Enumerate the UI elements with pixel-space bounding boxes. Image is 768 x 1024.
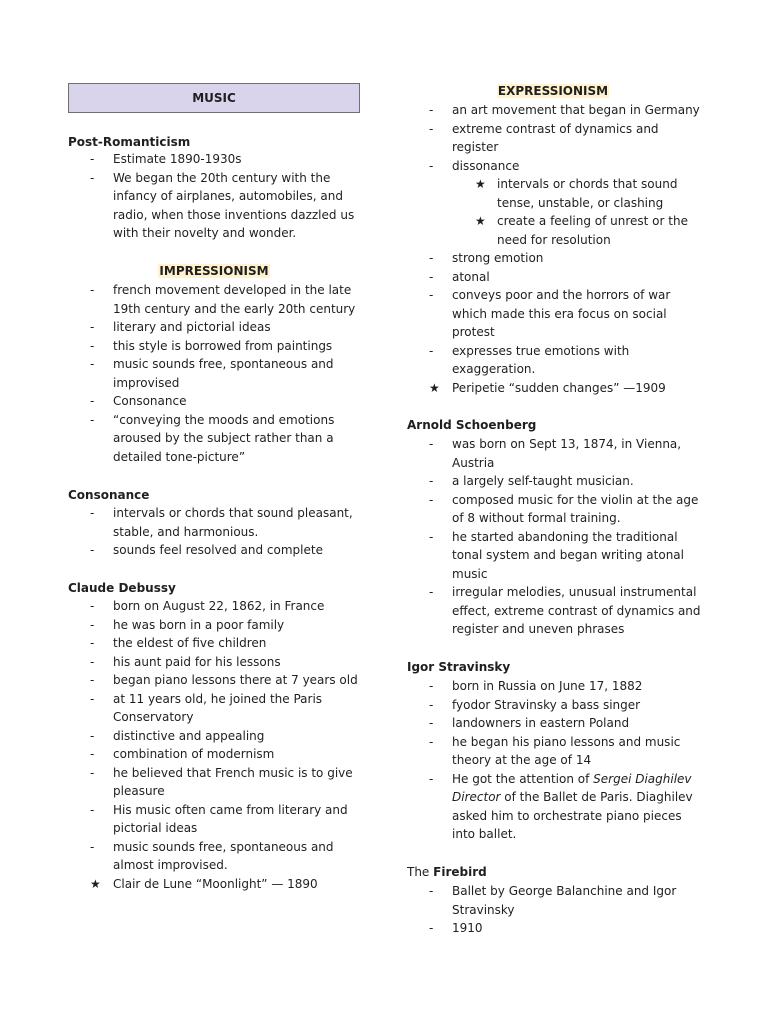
list-item: - french movement developed in the late 19th century and the early 20th century bbox=[90, 283, 356, 316]
list-item: - the eldest of five children bbox=[90, 636, 267, 650]
star-icon: ★ bbox=[475, 214, 486, 228]
stravinsky-heading: Igor Stravinsky bbox=[407, 660, 511, 674]
list-item: - music sounds free, spontaneous and improvised bbox=[90, 357, 334, 390]
stravinsky-list bbox=[407, 677, 707, 844]
list-item: - sounds feel resolved and complete bbox=[90, 543, 323, 557]
debussy-heading: Claude Debussy bbox=[68, 581, 176, 595]
list-item: - composed music for the violin at the age of 8 without formal training. bbox=[429, 492, 699, 525]
list-item: - he began his piano lessons and music theory at the age of 14 bbox=[429, 734, 681, 767]
list-item: - a largely self-taught musician. bbox=[429, 474, 634, 488]
list-item: - was born on Sept 13, 1874, in Vienna, Austria bbox=[429, 437, 682, 470]
list-item: - music sounds free, spontaneous and almost improvised. bbox=[90, 839, 334, 872]
list-item: - began piano lessons there at 7 years old bbox=[90, 673, 358, 687]
firebird-list bbox=[407, 882, 707, 938]
list-item: - Estimate 1890-1930s bbox=[90, 152, 242, 166]
list-item: - literary and pictorial ideas bbox=[90, 320, 271, 334]
star-icon: ★ bbox=[475, 177, 486, 191]
list-item: - intervals or chords that sound pleasant, stable, and harmonious. bbox=[90, 506, 353, 539]
list-item: - an art movement that began in Germany bbox=[429, 103, 700, 117]
post-romanticism-list bbox=[68, 150, 368, 243]
list-item: - irregular melodies, unusual instrumental effect, extreme contrast of dynamics and register and uneven phrases bbox=[429, 585, 701, 636]
list-item: ★ create a feeling of unrest or the need for resolution bbox=[475, 214, 688, 247]
list-item: - born in Russia on June 17, 1882 bbox=[429, 679, 643, 693]
post-romanticism-heading: Post-Romanticism bbox=[68, 135, 191, 149]
list-item: - He got the attention of Sergei Diaghilev Director of the Ballet de Paris. Diaghilev asked him to orchestrate piano pieces into ballet. bbox=[429, 771, 693, 841]
list-item: - he believed that French music is to give pleasure bbox=[90, 765, 353, 798]
expressionism-heading: EXPRESSIONISM bbox=[497, 84, 609, 98]
list-item: - distinctive and appealing bbox=[90, 728, 265, 743]
star-icon: ★ bbox=[90, 876, 101, 891]
list-item: - dissonance bbox=[429, 158, 520, 173]
list-item: - born on August 22, 1862, in France bbox=[90, 599, 325, 613]
list-item: ★ intervals or chords that sound tense, unstable, or clashing bbox=[475, 177, 678, 210]
firebird-heading: The Firebird bbox=[407, 865, 487, 879]
page-title-box: MUSIC bbox=[68, 83, 360, 113]
list-item: - landowners in eastern Poland bbox=[429, 716, 630, 730]
consonance-list bbox=[68, 504, 368, 560]
consonance-heading: Consonance bbox=[68, 488, 150, 502]
schoenberg-list bbox=[407, 435, 707, 639]
list-item: - combination of modernism bbox=[90, 747, 275, 761]
list-item: - His music often came from literary and pictorial ideas bbox=[90, 802, 348, 835]
list-item: - this style is borrowed from paintings bbox=[90, 338, 333, 353]
debussy-list bbox=[68, 597, 368, 893]
schoenberg-heading: Arnold Schoenberg bbox=[407, 418, 537, 432]
list-item: - 1910 bbox=[429, 921, 483, 935]
list-item: - expresses true emotions with exaggeration. bbox=[429, 343, 630, 376]
list-item: - at 11 years old, he joined the Paris Conservatory bbox=[90, 691, 323, 724]
star-icon: ★ bbox=[429, 380, 440, 395]
list-item: - fyodor Stravinsky a bass singer bbox=[429, 697, 641, 712]
list-item: - strong emotion bbox=[429, 251, 544, 265]
list-item: - “conveying the moods and emotions aroused by the subject rather than a detailed tone-picture” bbox=[90, 412, 335, 464]
list-item: - We began the 20th century with the infancy of airplanes, automobiles, and radio, when those inventions dazzled us with their novelty and wonder. bbox=[90, 170, 355, 240]
list-item: - he was born in a poor family bbox=[90, 617, 285, 632]
expressionism-list bbox=[407, 101, 707, 397]
list-item: ★ Clair de Lune “Moonlight” — 1890 bbox=[68, 875, 368, 894]
list-item: ★ Peripetie “sudden changes” —1909 bbox=[407, 379, 707, 398]
list-item: - conveys poor and the horrors of war which made this era focus on social protest bbox=[429, 288, 671, 339]
list-item: - atonal bbox=[429, 269, 490, 284]
impressionism-list bbox=[68, 281, 368, 466]
list-item: - his aunt paid for his lessons bbox=[90, 654, 281, 669]
list-item: - extreme contrast of dynamics and register bbox=[429, 121, 659, 154]
impressionism-heading: IMPRESSIONISM bbox=[159, 264, 269, 278]
list-item: - Consonance bbox=[90, 394, 187, 408]
list-item: - Ballet by George Balanchine and Igor Stravinsky bbox=[429, 884, 677, 917]
list-item: - he started abandoning the traditional tonal system and began writing atonal music bbox=[429, 529, 684, 581]
